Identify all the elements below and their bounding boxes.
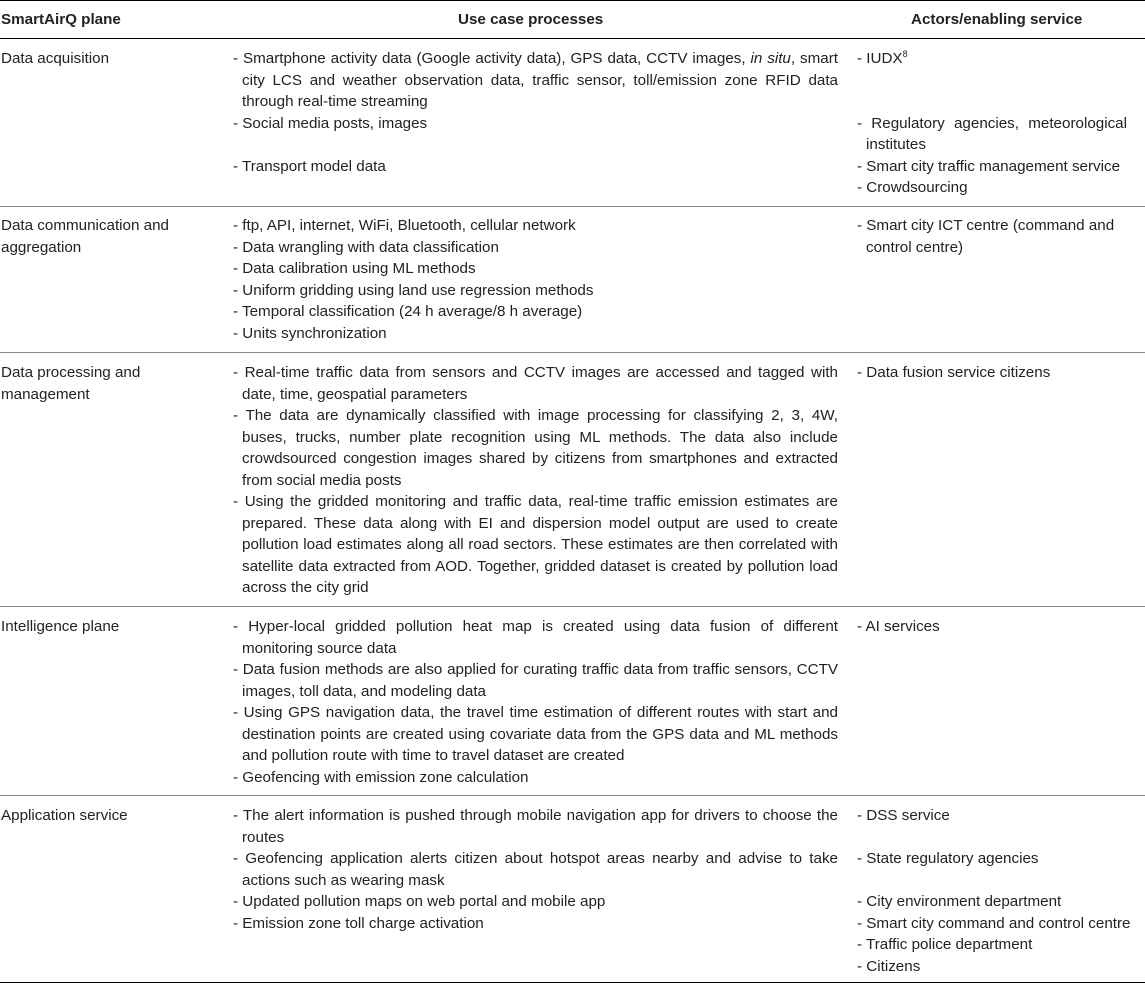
actor-item: - Crowdsourcing (857, 177, 1145, 199)
actor-item: - Regulatory agencies, meteorological institutes (857, 113, 1127, 156)
actor-item: - DSS service (857, 805, 1145, 827)
row-5-actors (857, 805, 1145, 977)
process-item: - Data fusion methods are also applied for curating traffic data from traffic sensors, CCTV images, toll data, and modeling data (233, 659, 838, 702)
actor-item: - City environment department (857, 891, 1145, 913)
process-item: - Units synchronization (233, 323, 838, 345)
row-divider (0, 206, 1145, 207)
process-item: - Transport model data (233, 156, 838, 178)
row-3-plane: Data processing and management (1, 364, 141, 403)
process-item: - Geofencing with emission zone calculation (233, 767, 838, 789)
process-item: - Data wrangling with data classification (233, 237, 838, 259)
actor-item: - Citizens (857, 956, 1145, 978)
row-2-processes (233, 215, 838, 344)
process-item: - Emission zone toll charge activation (233, 913, 838, 935)
row-2-actors (857, 215, 1145, 258)
row-divider (0, 795, 1145, 796)
bottom-rule (0, 982, 1145, 983)
process-text: - Smartphone activity data (Google activity data), GPS data, CCTV images, in situ, smart city LCS and weather observation data, traffic sensor, toll/emission zone RFID data through real-time streaming (233, 48, 838, 113)
process-item: - Updated pollution maps on web portal and mobile app (233, 891, 838, 913)
row-1-plane (1, 48, 211, 70)
row-3-actors (857, 362, 1145, 384)
row-divider (0, 606, 1145, 607)
row-5-processes (233, 805, 838, 934)
actor-item: - AI services (857, 616, 1145, 638)
header-plane: SmartAirQ plane (1, 11, 121, 28)
process-item: - The alert information is pushed through mobile navigation app for drivers to choose the routes (233, 805, 838, 848)
header-rule (0, 38, 1145, 39)
actor-item: - Smart city ICT centre (command and control centre) (857, 215, 1145, 258)
process-item: - Uniform gridding using land use regression methods (233, 280, 838, 302)
plane-label: Data acquisition (1, 50, 110, 67)
actor-item: - Smart city traffic management service (857, 156, 1145, 178)
footnote-ref: 8 (902, 48, 908, 59)
actor-item: - State regulatory agencies (857, 848, 1145, 870)
process-item: - Geofencing application alerts citizen about hotspot areas nearby and advise to take actions such as wearing mask (233, 848, 838, 891)
row-divider (0, 352, 1145, 353)
row-5-plane: Application service (1, 807, 128, 824)
header-actors: Actors/enabling service (911, 11, 1083, 28)
row-4-actors (857, 616, 1145, 638)
row-4-processes (233, 616, 838, 788)
actor-item: - Data fusion service citizens (857, 362, 1145, 384)
process-item: - Using the gridded monitoring and traffic data, real-time traffic emission estimates are prepared. These data along with EI and dispersion model output are used to create pollution load estimates along all road sectors. These estimates are then correlated with satellite data extracted from AOD. Together, gridded dataset is created by pollution load across the city grid (233, 491, 838, 599)
header-processes: Use case processes (458, 11, 604, 28)
process-item: - Data calibration using ML methods (233, 258, 838, 280)
actor-item: - Smart city command and control centre (857, 913, 1145, 935)
row-4-plane: Intelligence plane (1, 618, 120, 635)
row-1-actors (857, 48, 1145, 199)
row-2-plane: Data communication and aggregation (1, 217, 169, 256)
row-3-processes (233, 362, 838, 599)
process-item: - Real-time traffic data from sensors and CCTV images are accessed and tagged with date, time, geospatial parameters (233, 362, 838, 405)
process-item: - The data are dynamically classified with image processing for classifying 2, 3, 4W, buses, trucks, number plate recognition using ML methods. The data also include crowdsourced congestion images shared by citizens from smartphones and extracted from social media posts (233, 405, 838, 491)
process-item: - ftp, API, internet, WiFi, Bluetooth, cellular network (233, 215, 838, 237)
actor-item: - IUDX$^8$ (857, 48, 1145, 70)
row-1-processes (233, 48, 838, 177)
actor-item: - Traffic police department (857, 934, 1145, 956)
process-item: - Using GPS navigation data, the travel time estimation of different routes with start and destination points are created using covariate data from the GPS data and ML methods and pollution route with time to travel dataset are created (233, 702, 838, 767)
top-rule (0, 0, 1145, 1)
process-item: - Social media posts, images (233, 113, 838, 135)
process-item (233, 48, 838, 113)
process-item: - Temporal classification (24 h average/8 h average) (233, 301, 838, 323)
process-item: - Hyper-local gridded pollution heat map is created using data fusion of different monitoring source data (233, 616, 838, 659)
